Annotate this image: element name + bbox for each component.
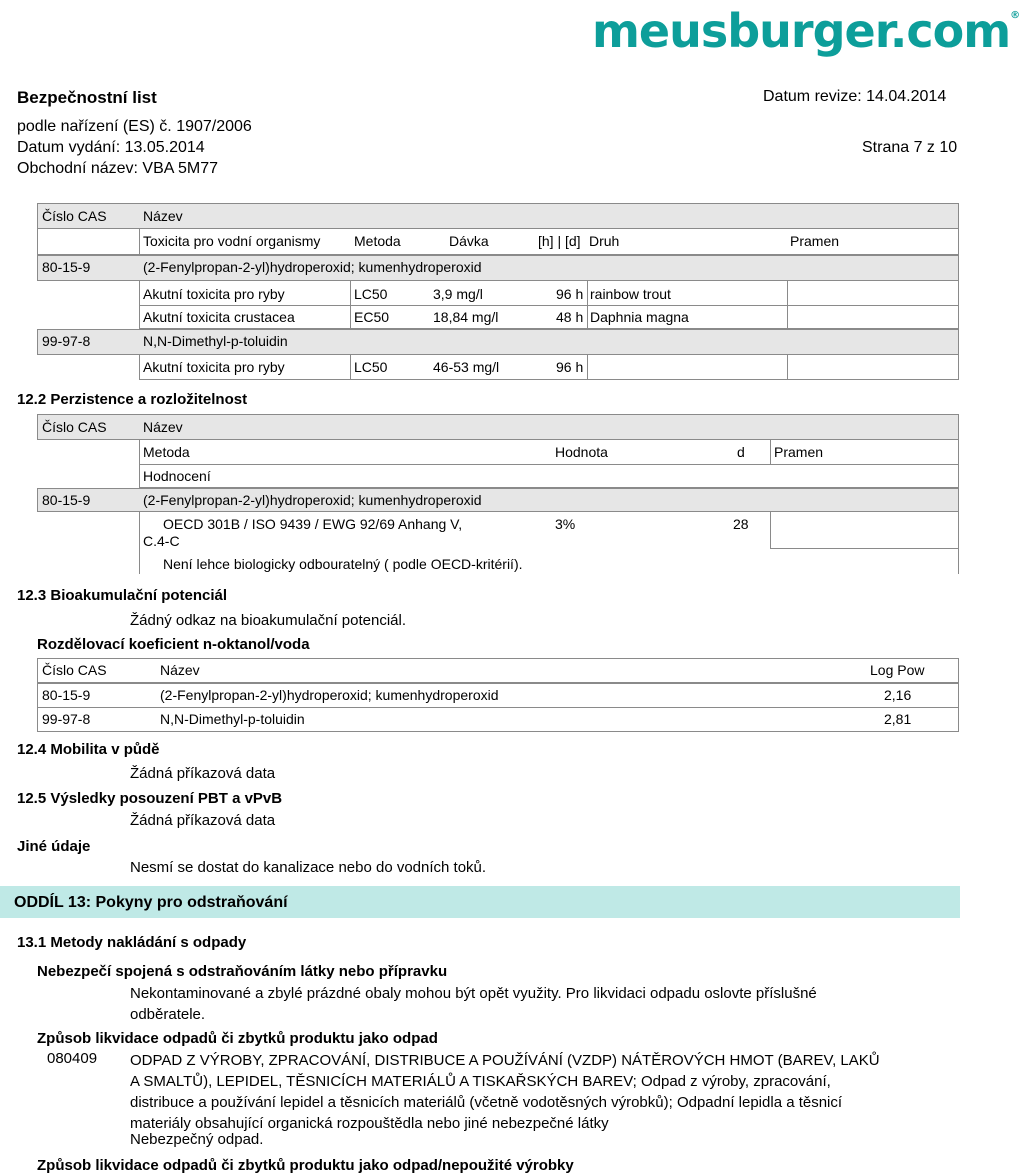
- table-cell: rainbow trout: [590, 286, 671, 302]
- col-name: Název: [143, 208, 183, 224]
- table-row-logpow: 2,81: [884, 711, 912, 727]
- col-time: [h] | [d]: [538, 233, 581, 249]
- table-cell: 46-53 mg/l: [433, 359, 500, 375]
- table-row-name: N,N-Dimethyl-p-toluidin: [143, 333, 288, 349]
- waste-code: 080409: [47, 1050, 98, 1067]
- col-cas: Číslo CAS: [42, 419, 107, 435]
- pbt-text: Žádná příkazová data: [130, 812, 276, 829]
- table-cell: LC50: [354, 359, 388, 375]
- table-cell: LC50: [354, 286, 388, 302]
- table-cell: Akutní toxicita crustacea: [143, 309, 295, 325]
- evaluation-text: Není lehce biologicky odbouratelný ( podle OECD-kritérií).: [163, 556, 523, 572]
- disposal-heading-2: Způsob likvidace odpadů či zbytků produktu jako odpad/nepoužité výrobky: [37, 1157, 574, 1174]
- table-cell: 3,9 mg/l: [433, 286, 483, 302]
- waste-hazard-note: Nebezpečný odpad.: [130, 1131, 264, 1148]
- table-row-cas: 99-97-8: [42, 711, 91, 727]
- table-cell: 18,84 mg/l: [433, 309, 499, 325]
- section-12-3-heading: 12.3 Bioakumulační potenciál: [17, 587, 228, 604]
- col-logpow: Log Pow: [870, 662, 925, 678]
- trade-name: Obchodní název: VBA 5M77: [17, 160, 219, 177]
- table-cell: EC50: [354, 309, 390, 325]
- table-row-cas: 80-15-9: [42, 492, 91, 508]
- col-species: Druh: [589, 233, 620, 249]
- issue-date: Datum vydání: 13.05.2014: [17, 139, 205, 156]
- col-evaluation: Hodnocení: [143, 468, 211, 484]
- table-row-cas: 80-15-9: [42, 259, 91, 275]
- partition-coefficient-heading: Rozdělovací koeficient n-oktanol/voda: [37, 636, 310, 653]
- col-source: Pramen: [790, 233, 840, 249]
- table-cell: Akutní toxicita pro ryby: [143, 359, 285, 375]
- waste-description: ODPAD Z VÝROBY, ZPRACOVÁNÍ, DISTRIBUCE A POUŽÍVÁNÍ (VZDP) NÁTĚROVÝCH HMOT (BAREV, LAKŮ A SMALTŮ), LEPIDEL, TĚSNICÍCH MATERIÁLŮ A TISKAŘSKÝCH BAREV; Odpad z výroby, zpracování, distribuce a používání lepidel a těsnicích materiálů (včetně vodotěsných výrobků); Odpadní lepidla a těsnicí materiály obsahující organická rozpouštědla nebo jiné nebezpečné látky: [130, 1052, 880, 1132]
- section-12-4-heading: 12.4 Mobilita v půdě: [17, 741, 160, 758]
- other-info-text: Nesmí se dostat do kanalizace nebo do vodních toků.: [130, 859, 487, 876]
- regulation-text: podle nařízení (ES) č. 1907/2006: [17, 118, 252, 135]
- col-dose: Dávka: [449, 233, 489, 249]
- table-row-logpow: 2,16: [884, 687, 912, 703]
- section-13-title: ODDÍL 13: Pokyny pro odstraňování: [14, 894, 288, 911]
- page-number: Strana 7 z 10: [862, 139, 958, 156]
- col-name: Název: [160, 662, 200, 678]
- revision-date: Datum revize: 14.04.2014: [763, 88, 947, 105]
- col-value: Hodnota: [555, 444, 608, 460]
- table-row-cas: 99-97-8: [42, 333, 91, 349]
- meusburger-logo: meusburger.com®: [592, 4, 1019, 58]
- col-cas: Číslo CAS: [42, 662, 107, 678]
- other-info-heading: Jiné údaje: [17, 838, 91, 855]
- method-text: OECD 301B / ISO 9439 / EWG 92/69 Anhang V,: [163, 516, 463, 532]
- col-method: Metoda: [354, 233, 401, 249]
- col-cas: Číslo CAS: [42, 208, 107, 224]
- table-cell: Daphnia magna: [590, 309, 689, 325]
- section-12-2-heading: 12.2 Perzistence a rozložitelnost: [17, 391, 248, 408]
- hazard-heading: Nebezpečí spojená s odstraňováním látky nebo přípravku: [37, 963, 448, 980]
- bioaccumulation-text: Žádný odkaz na bioakumulační potenciál.: [130, 612, 407, 629]
- section-12-5-heading: 12.5 Výsledky posouzení PBT a vPvB: [17, 790, 283, 807]
- value-cell: 3%: [555, 516, 576, 532]
- table-row-name: (2-Fenylpropan-2-yl)hydroperoxid; kumenhydroperoxid: [143, 259, 482, 275]
- col-source: Pramen: [774, 444, 824, 460]
- disposal-heading: Způsob likvidace odpadů či zbytků produktu jako odpad: [37, 1030, 438, 1047]
- section-13-1-heading: 13.1 Metody nakládání s odpady: [17, 934, 247, 951]
- hazard-text: Nekontaminované a zbylé prázdné obaly mohou být opět využity. Pro likvidaci odpadu oslovte příslušné odběratele.: [130, 985, 817, 1023]
- table-cell: 48 h: [556, 309, 584, 325]
- d-cell: 28: [733, 516, 749, 532]
- method-text-cont: C.4-C: [143, 533, 180, 549]
- document-title: Bezpečnostní list: [17, 88, 157, 107]
- table-row-cas: 80-15-9: [42, 687, 91, 703]
- table-row-name: (2-Fenylpropan-2-yl)hydroperoxid; kumenhydroperoxid: [160, 687, 499, 703]
- table-row-name: N,N-Dimethyl-p-toluidin: [160, 711, 305, 727]
- col-name: Název: [143, 419, 183, 435]
- col-method: Metoda: [143, 444, 190, 460]
- table-cell: 96 h: [556, 286, 584, 302]
- table-cell: 96 h: [556, 359, 584, 375]
- table-cell: Akutní toxicita pro ryby: [143, 286, 285, 302]
- col-subject: Toxicita pro vodní organismy: [143, 233, 321, 249]
- table-row-name: (2-Fenylpropan-2-yl)hydroperoxid; kumenhydroperoxid: [143, 492, 482, 508]
- mobility-text: Žádná příkazová data: [130, 765, 276, 782]
- col-d: d: [737, 444, 745, 460]
